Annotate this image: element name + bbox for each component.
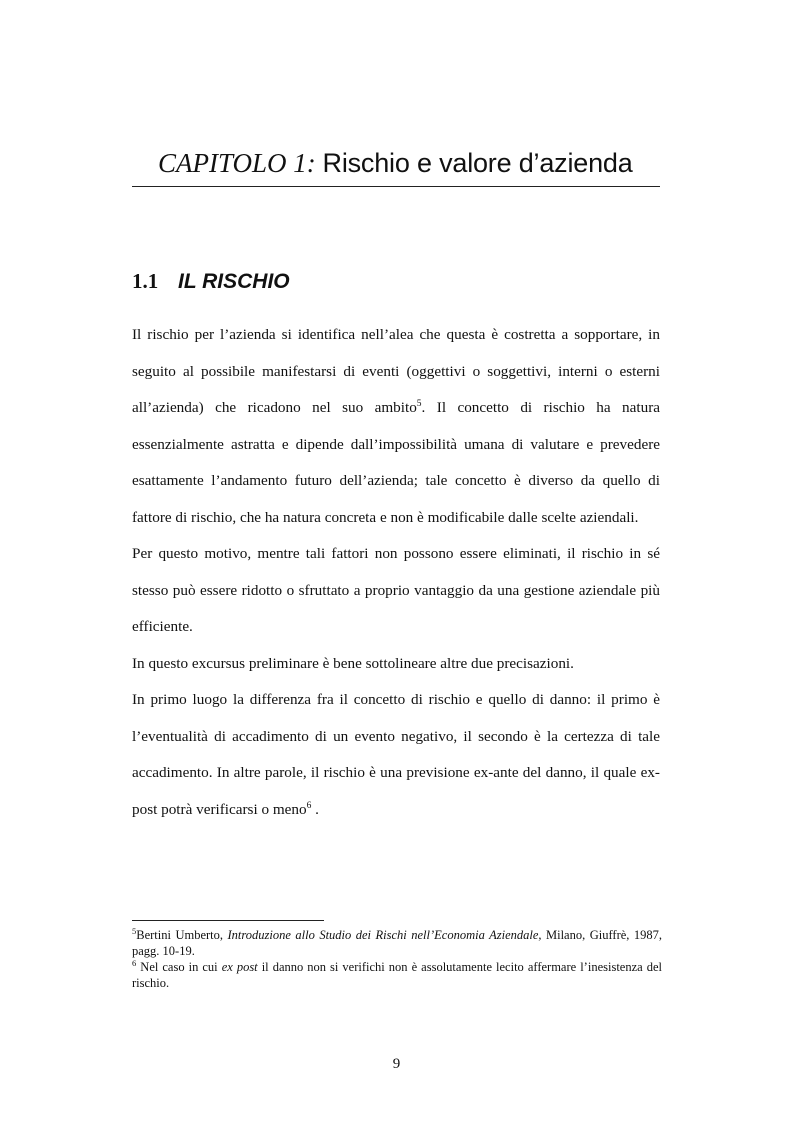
paragraph-2: Per questo motivo, mentre tali fattori non possono essere eliminati, il rischio in sé stesso può essere ridotto o sfruttato a proprio vantaggio da una gestione aziendale più efficiente.: [132, 545, 660, 635]
footnote-5: [132, 925, 663, 959]
footnote-5-mark: 5: [132, 925, 137, 936]
chapter-heading: [132, 146, 660, 187]
section-number: 1.1: [132, 269, 159, 293]
body-text: [132, 317, 660, 828]
footnote-ref-6[interactable]: 6: [306, 800, 312, 811]
chapter-label: CAPITOLO 1:: [158, 148, 316, 178]
paragraph-1-text-b: . Il concetto di rischio ha natura essenzialmente astratta e dipende dall’impossibilità umana di valutare e prevedere esattamente l’andamento futuro dell’azienda; tale concetto è diverso da quello di fattore di rischio, che ha natura concreta e non è modificabile dalle scelte aziendali.: [132, 399, 660, 526]
footnote-6-text-b: il danno non si verifichi non è assolutamente lecito affermare l’inesistenza del rischio.: [132, 960, 662, 990]
paragraph-4-text-b: .: [311, 800, 319, 818]
footnote-5-rest: Milano, Giuffrè, 1987, pagg. 10-19.: [132, 928, 663, 958]
footnote-6-italic: ex post: [221, 960, 258, 974]
footnote-6: [132, 957, 662, 991]
section-heading: [132, 266, 290, 297]
chapter-title: Rischio e valore d’azienda: [322, 148, 633, 178]
paragraph-1: [132, 317, 660, 536]
footnote-ref-5[interactable]: 5: [416, 398, 422, 409]
footnote-6-text-a: Nel caso in cui: [136, 960, 222, 974]
footnote-6-mark: 6: [132, 957, 137, 968]
footnote-divider: [132, 920, 324, 921]
paragraph-3: In questo excursus preliminare è bene sottolineare altre due precisazioni.: [132, 654, 574, 672]
footnote-5-author: Bertini Umberto,: [136, 928, 228, 942]
footnote-5-title: Introduzione allo Studio dei Rischi nell’Economia Aziendale,: [227, 928, 542, 942]
section-title: IL RISCHIO: [178, 270, 290, 293]
paragraph-4: [132, 682, 660, 828]
paragraph-1-text-a: Il rischio per l’azienda si identifica nell’alea che questa è costretta a sopportare, in seguito al possibile manifestarsi di eventi (oggettivi o soggettivi, interni o esterni all’azienda) che ricadono nel suo ambito: [132, 326, 660, 416]
paragraph-4-text-a: In primo luogo la differenza fra il concetto di rischio e quello di danno: il primo è l’eventualità di accadimento di un evento negativo, il secondo è la certezza di tale accadimento. In altre parole, il rischio è una previsione ex-ante del danno, il quale ex-post potrà verificarsi o meno: [132, 691, 660, 818]
footnotes: [132, 925, 663, 992]
page-number: 9: [392, 1056, 401, 1072]
